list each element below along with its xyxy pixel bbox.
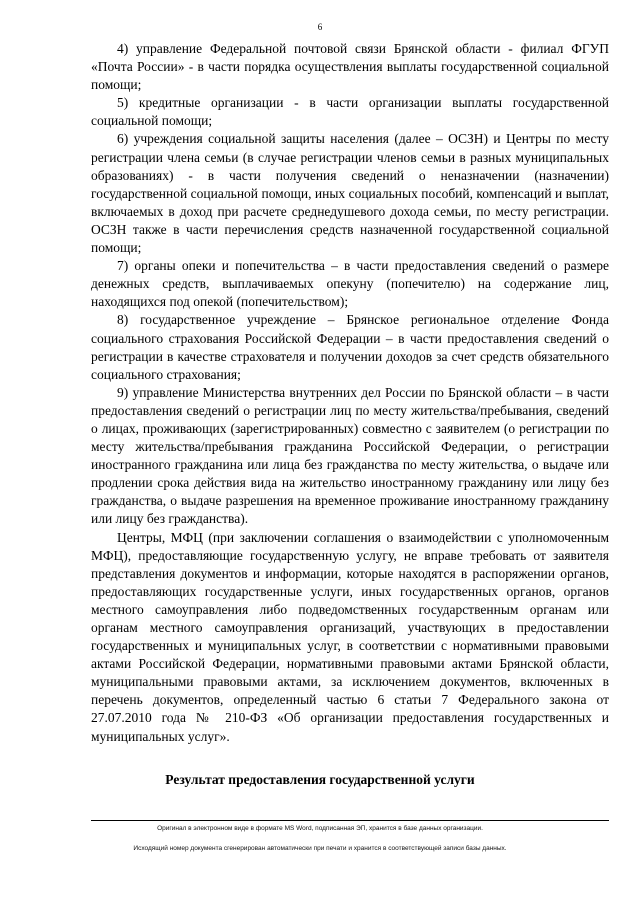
- paragraph-item-8: 8) государственное учреждение – Брянское региональное отделение Фонда социального страхования Российской Федерации – в части предоставления сведений о регистрации в качестве страхователя и получении доходов за счет средств обязательного социального страхования;: [91, 312, 609, 382]
- paragraph-item-9: 9) управление Министерства внутренних дел России по Брянской области – в части предоставления сведений о регистрации лиц по месту жительства/пребывания, сведений о лицах, проживающих (зарегистрированных) совместно с заявителем (о регистрации по месту жительства/пребывания гражданина Российской Федерации, о регистрации иностранного гражданина или лица без гражданства по месту жительства, о выдаче или продлении срока действия вида на жительство иностранному гражданину или лицу без гражданства, о выдаче разрешения на временное проживание иностранному гражданину или лицу без гражданства).: [91, 384, 609, 527]
- paragraph-item-5: 5) кредитные организации - в части организации выплаты государственной социальной помощи;: [91, 95, 609, 129]
- body-text: [91, 40, 609, 746]
- paragraph-item-6: 6) учреждения социальной защиты населения (далее – ОСЗН) и Центры по месту регистрации члена семьи (в случае регистрации членов семьи в разных муниципальных образованиях) - в части получения сведений о неназначении (назначении) государственной социальной помощи, иных социальных пособий, компенсаций и выплат, включаемых в доход при расчете среднедушевого дохода семьи, по месту регистрации. ОСЗН также в части перечисления средств назначенной государственной социальной помощи;: [91, 131, 609, 256]
- footer-divider: [91, 820, 609, 821]
- paragraph-item-4: 4) управление Федеральной почтовой связи Брянской области - филиал ФГУП «Почта России» - в части порядка осуществления выплаты государственной социальной помощи;: [91, 41, 609, 93]
- footer-note-original: Оригинал в электронном виде в формате MS Word, подписанная ЭП, хранится в базе данных организации.: [157, 825, 483, 832]
- paragraph-item-7: 7) органы опеки и попечительства – в части предоставления сведений о размере денежных средств, выплачиваемых опекуну (попечителю) на содержание лиц, находящихся под опекой (попечительством);: [91, 258, 609, 310]
- section-heading: Результат предоставления государственной услуги: [165, 772, 475, 787]
- page-number: 6: [317, 22, 323, 32]
- footer-note-number: Исходящий номер документа сгенерирован автоматически при печати и хранится в соответствующей записи базы данных.: [133, 845, 507, 852]
- paragraph-centers-mfc: Центры, МФЦ (при заключении соглашения о взаимодействии с уполномоченным МФЦ), предоставляющие государственную услугу, не вправе требовать от заявителя представления документов и информации, которые находятся в распоряжении органов, предоставляющих государственные услуги, иных государственных органов, органов местного самоуправления либо подведомственных государственным органам или органам местного самоуправления организаций, участвующих в предоставлении государственных и муниципальных услуг, в соответствии с нормативными правовыми актами Российской Федерации, нормативными правовыми актами Брянской области, муниципальными правовыми актами, за исключением документов, включенных в перечень документов, определенный частью 6 статьи 7 Федерального закона от 27.07.2010 года № 210-ФЗ «Об организации предоставления государственных и муниципальных услуг».: [91, 529, 609, 744]
